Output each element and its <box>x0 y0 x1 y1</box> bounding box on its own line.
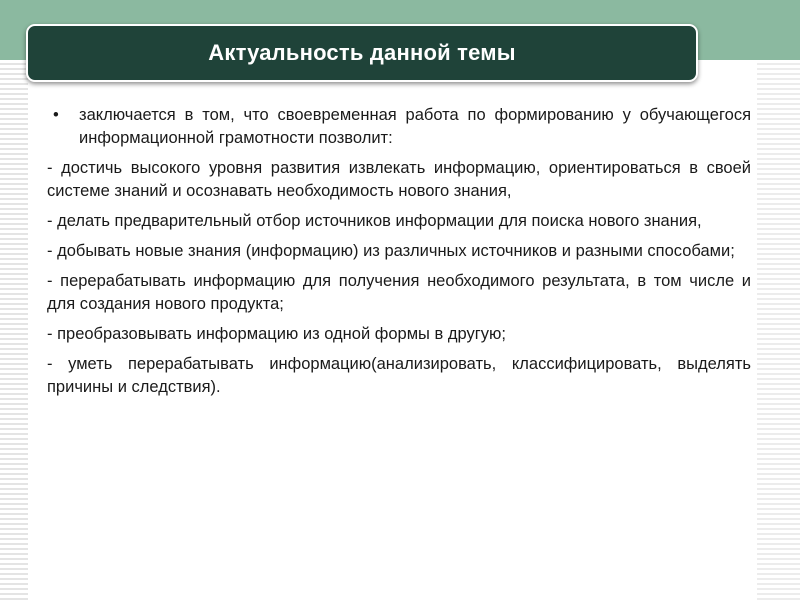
bullet-icon: • <box>53 106 59 124</box>
intro-paragraph <box>47 104 751 150</box>
list-item: - перерабатывать информацию для получения необходимого результата, в том числе и для создания нового продукта; <box>47 272 751 313</box>
intro-text: заключается в том, что своевременная работа по формированию у обучающегося информационной грамотности позволит: <box>79 106 751 147</box>
list-item: - преобразовывать информацию из одной формы в другую; <box>47 325 506 343</box>
slide-title-bar <box>26 24 698 82</box>
slide-title: Актуальность данной темы <box>208 40 516 65</box>
slide-content <box>47 104 751 406</box>
list-item: - достичь высокого уровня развития извлекать информацию, ориентироваться в своей системе знаний и осознавать необходимость нового знания, <box>47 159 751 200</box>
list-item: - уметь перерабатывать информацию(анализировать, классифицировать, выделять причины и следствия). <box>47 355 751 396</box>
right-striped-border <box>757 60 800 600</box>
left-striped-border <box>0 60 28 600</box>
list-item: - делать предварительный отбор источников информации для поиска нового знания, <box>47 212 702 230</box>
list-item: - добывать новые знания (информацию) из различных источников и разными способами; <box>47 242 735 260</box>
